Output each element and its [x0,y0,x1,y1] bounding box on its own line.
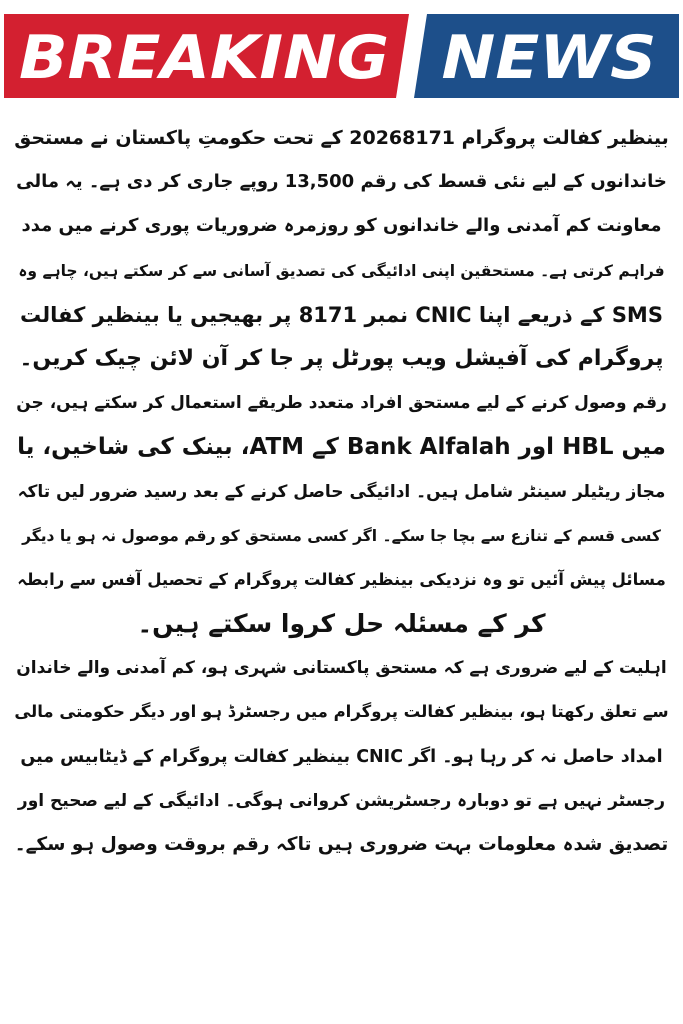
text-line: رقم وصول کرنے کے لیے مستحق افراد متعدد طریقے استعمال کر سکتے ہیں، جن [16,393,667,414]
banner-graphic [4,6,679,104]
text-line: مسائل پیش آئیں تو وہ نزدیکی بینظیر کفالت پروگرام کے تحصیل آفس سے رابطہ [17,569,666,589]
text-line: رجسٹر نہیں ہے تو دوبارہ رجسٹریشن کروانی ہوگی۔ ادائیگی کے لیے صحیح اور [17,790,666,811]
text-line: اہلیت کے لیے ضروری ہے کہ مستحق پاکستانی شہری ہو، کم آمدنی والے خاندان [16,658,667,679]
breaking-news-banner [4,6,679,104]
article-body [14,116,669,867]
text-line: پروگرام کی آفیشل ویب پورٹل پر جا کر آن لائن چیک کریں۔ [19,345,664,371]
paragraph-2 [14,381,669,646]
banner-word-news: NEWS [441,23,657,93]
text-line: میں HBL اور Bank Alfalah کے ATM، بینک کی شاخیں، یا [17,434,666,461]
paragraph-1 [14,116,669,381]
text-line: بینظیر کفالت پروگرام 20268171 کے تحت حکومتِ پاکستان نے مستحق [14,127,669,149]
text-line: کسی قسم کے تنازع سے بچا جا سکے۔ اگر کسی مستحق کو رقم موصول نہ ہو یا دیگر [22,526,661,545]
text-line: سے تعلق رکھتا ہو، بینظیر کفالت پروگرام میں رجسٹرڈ ہو اور دیگر حکومتی مالی [14,702,669,722]
text-line: خاندانوں کے لیے نئی قسط کی رقم 13,500 روپے جاری کر دی ہے۔ یہ مالی [16,171,667,193]
text-line: فراہم کرتی ہے۔ مستحقین اپنی ادائیگی کی تصدیق آسانی سے کر سکتے ہیں، چاہے وہ [18,261,665,280]
text-line: معاونت کم آمدنی والے خاندانوں کو روزمرہ ضروریات پوری کرنے میں مدد [21,215,662,237]
banner-word-breaking: BREAKING [19,23,389,93]
text-line: SMS کے ذریعے اپنا CNIC نمبر 8171 پر بھیجیں یا بینظیر کفالت [20,302,663,327]
text-line: امداد حاصل نہ کر رہا ہو۔ اگر CNIC بینظیر کفالت پروگرام کے ڈیٹابیس میں [20,746,663,767]
text-line: کر کے مسئلہ حل کروا سکتے ہیں۔ [137,609,546,639]
paragraph-3 [14,646,669,867]
text-line: مجاز ریٹیلر سینٹر شامل ہیں۔ ادائیگی حاصل کرنے کے بعد رسید ضرور لیں تاکہ [17,481,666,502]
text-line: تصدیق شدہ معلومات بہت ضروری ہیں تاکہ رقم بروقت وصول ہو سکے۔ [14,834,669,855]
